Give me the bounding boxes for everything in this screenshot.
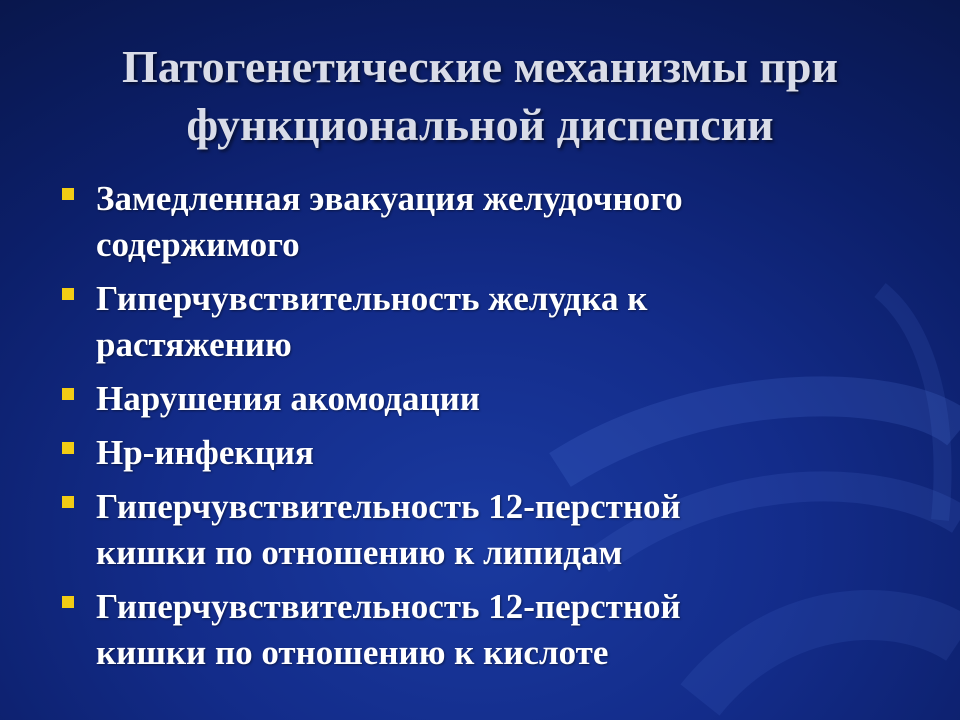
bullet-text-line-2: растяжению [96, 325, 292, 364]
bullet-text-line-1: Замедленная эвакуация желудочного [96, 179, 683, 218]
bullet-item-accommodation [60, 376, 920, 422]
bullet-text-line-1: Гиперчувствительность 12-перстной [96, 487, 681, 526]
bullet-text-line-2: содержимого [96, 225, 300, 264]
bullet-text-line-1: Гиперчувствительность 12-перстной [96, 587, 681, 626]
bullet-list [60, 176, 920, 684]
bullet-item-gastric-hypersensitivity [60, 276, 920, 368]
title-line-1: Патогенетические механизмы при [122, 41, 838, 92]
bullet-square-icon [62, 442, 74, 454]
bullet-square-icon [62, 388, 74, 400]
bullet-item-duodenal-acid [60, 584, 920, 676]
slide-title [30, 38, 930, 154]
bullet-square-icon [62, 496, 74, 508]
bullet-text-line-1: Гиперчувствительность желудка к [96, 279, 648, 318]
bullet-square-icon [62, 288, 74, 300]
bullet-text-line-2: кишки по отношению к липидам [96, 533, 623, 572]
bullet-square-icon [62, 188, 74, 200]
bullet-text-line-2: кишки по отношению к кислоте [96, 633, 609, 672]
bullet-text: Нарушения акомодации [96, 379, 480, 418]
title-line-2: функциональной диспепсии [186, 99, 774, 150]
bullet-square-icon [62, 596, 74, 608]
bullet-item-gastric-emptying [60, 176, 920, 268]
bullet-text: Hp-инфекция [96, 433, 314, 472]
bullet-item-duodenal-lipids [60, 484, 920, 576]
bullet-item-hp-infection [60, 430, 920, 476]
